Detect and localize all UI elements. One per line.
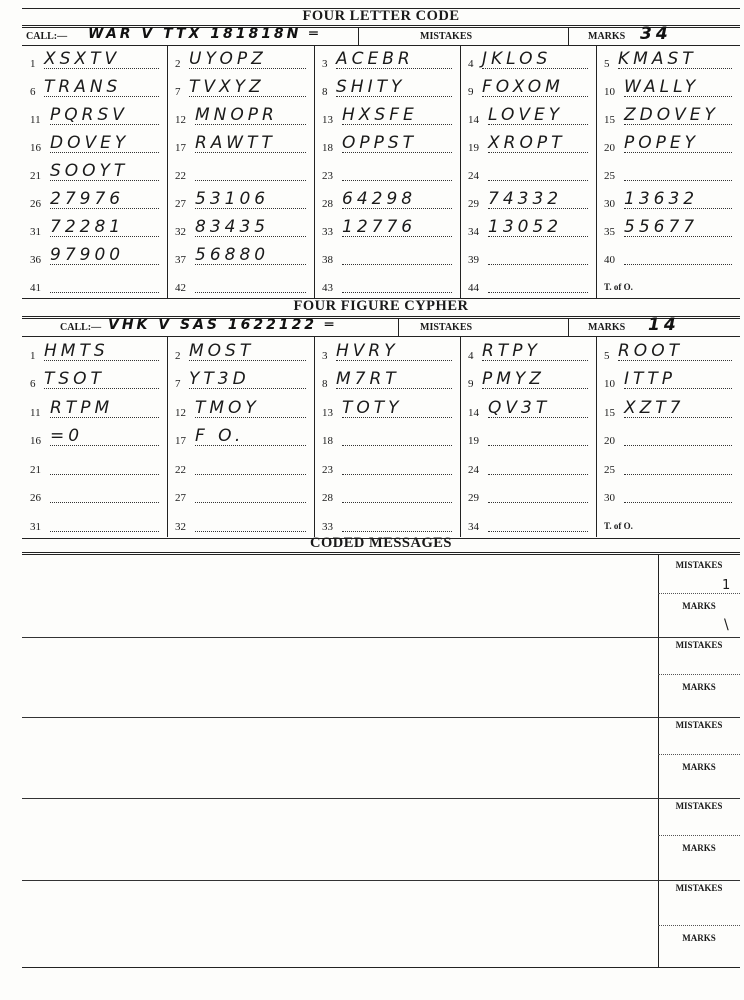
rule bbox=[22, 336, 740, 337]
cell-answer: PQRSV bbox=[50, 105, 128, 125]
code-cell-38[interactable] bbox=[322, 246, 460, 268]
cell-answer: 55677 bbox=[624, 217, 699, 237]
code-cell-21[interactable] bbox=[30, 456, 167, 478]
code-cell-13[interactable] bbox=[322, 399, 460, 421]
mistakes-label: MISTAKES bbox=[420, 31, 473, 42]
cell-answer: JKLOS bbox=[482, 49, 552, 69]
cell-number: 4 bbox=[468, 58, 474, 70]
t-of-o-label: T. of O. bbox=[604, 282, 633, 292]
cell-number: 17 bbox=[175, 435, 186, 447]
cell-answer: 74332 bbox=[488, 189, 563, 209]
cell-number: 1 bbox=[30, 349, 36, 362]
dotted-line bbox=[342, 445, 452, 446]
code-cell-28[interactable] bbox=[322, 190, 460, 212]
code-cell-34[interactable] bbox=[468, 513, 596, 535]
marks-separator bbox=[658, 593, 740, 594]
marks-label: MARKS bbox=[682, 843, 716, 853]
code-cell-36[interactable] bbox=[30, 246, 167, 268]
cell-answer: LOVEY bbox=[488, 105, 564, 125]
code-cell-15[interactable] bbox=[604, 399, 740, 421]
cell-number: 41 bbox=[30, 282, 41, 294]
cell-number: 39 bbox=[468, 254, 479, 266]
marks-label: MARKS bbox=[682, 762, 716, 772]
dotted-line bbox=[488, 445, 588, 446]
code-cell-29[interactable] bbox=[468, 190, 596, 212]
column-divider bbox=[314, 337, 315, 537]
cell-number: 12 bbox=[175, 406, 186, 419]
call-value[interactable]: VHK V SAS 1622122 ═ bbox=[108, 317, 337, 333]
cell-number: 29 bbox=[468, 492, 479, 504]
cell-number: 26 bbox=[30, 492, 41, 504]
cell-answer: 13052 bbox=[488, 217, 563, 237]
cell-number: 14 bbox=[468, 114, 479, 126]
dotted-line bbox=[342, 531, 452, 532]
dotted-line bbox=[488, 180, 588, 181]
mistakes-value[interactable]: 1 bbox=[722, 578, 731, 593]
code-cell-5[interactable] bbox=[604, 50, 740, 72]
code-cell-8[interactable] bbox=[322, 78, 460, 100]
cell-answer: TSOT bbox=[44, 369, 105, 389]
cell-number: 22 bbox=[175, 170, 186, 182]
code-cell-6[interactable] bbox=[30, 78, 167, 100]
message-line bbox=[22, 717, 740, 718]
dotted-line bbox=[342, 502, 452, 503]
marks-separator bbox=[658, 754, 740, 755]
cell-answer: ZDOVEY bbox=[624, 105, 719, 125]
marks-value[interactable]: 34 bbox=[640, 24, 672, 44]
cell-number: 27 bbox=[175, 492, 186, 504]
mistakes-label: MISTAKES bbox=[675, 720, 723, 730]
code-cell-4[interactable] bbox=[468, 342, 596, 364]
dotted-line bbox=[342, 474, 452, 475]
cell-number: 25 bbox=[604, 463, 615, 476]
cell-number: 24 bbox=[468, 170, 479, 182]
code-cell-42[interactable] bbox=[175, 274, 314, 296]
code-cell-23[interactable] bbox=[322, 162, 460, 184]
cell-answer: RTPY bbox=[482, 340, 541, 361]
dotted-line bbox=[342, 264, 452, 265]
code-cell-3[interactable] bbox=[322, 342, 460, 364]
cell-number: 15 bbox=[604, 114, 615, 126]
code-cell-1[interactable] bbox=[30, 342, 167, 364]
dotted-line bbox=[624, 502, 732, 503]
cell-number: 19 bbox=[468, 142, 479, 154]
message-line bbox=[22, 798, 740, 799]
code-cell-23[interactable] bbox=[322, 456, 460, 478]
dotted-line bbox=[488, 264, 588, 265]
cell-number: 21 bbox=[30, 463, 41, 476]
cell-answer: ACEBR bbox=[336, 49, 414, 69]
cell-number: 40 bbox=[604, 254, 615, 266]
cell-answer: 72281 bbox=[50, 217, 125, 237]
cell-number: 32 bbox=[175, 226, 186, 238]
cell-answer: DOVEY bbox=[50, 133, 130, 153]
cell-number: 16 bbox=[30, 435, 41, 447]
cell-number: 35 bbox=[604, 226, 615, 238]
code-cell-31[interactable] bbox=[30, 218, 167, 240]
cell-answer: YT3D bbox=[189, 369, 250, 389]
code-cell-7[interactable] bbox=[175, 78, 314, 100]
cell-answer: QV3T bbox=[488, 397, 551, 418]
cell-number: 33 bbox=[322, 226, 333, 238]
code-cell-37[interactable] bbox=[175, 246, 314, 268]
cell-number: 29 bbox=[468, 198, 479, 210]
cell-answer: MNOPR bbox=[195, 105, 278, 125]
column-divider bbox=[314, 46, 315, 298]
cell-number: 23 bbox=[322, 170, 333, 182]
dotted-line bbox=[488, 502, 588, 503]
cell-answer: F O. bbox=[195, 426, 245, 446]
code-cell-33[interactable] bbox=[322, 513, 460, 535]
cell-number: 11 bbox=[30, 114, 41, 126]
column-divider bbox=[596, 337, 597, 537]
four-figure-cypher-title: FOUR FIGURE CYPHER bbox=[293, 298, 469, 314]
t-of-o-label: T. of O. bbox=[604, 520, 633, 531]
cell-number: 31 bbox=[30, 226, 41, 238]
dotted-line bbox=[195, 292, 306, 293]
coded-messages-title: CODED MESSAGES bbox=[310, 535, 452, 551]
cell-answer: HMTS bbox=[44, 340, 109, 361]
column-divider bbox=[460, 337, 461, 537]
code-cell-8[interactable] bbox=[322, 370, 460, 392]
dotted-line bbox=[624, 264, 732, 265]
code-cell-1[interactable] bbox=[30, 50, 167, 72]
cell-number: 1 bbox=[30, 58, 36, 70]
four-letter-code-title: FOUR LETTER CODE bbox=[302, 8, 460, 24]
cell-answer: POPEY bbox=[624, 133, 700, 153]
cell-number: 38 bbox=[322, 254, 333, 266]
cell-answer: ROOT bbox=[618, 340, 683, 361]
column-divider bbox=[596, 46, 597, 298]
cell-number: 6 bbox=[30, 86, 36, 98]
code-cell-24[interactable] bbox=[468, 162, 596, 184]
cell-answer: UYOPZ bbox=[189, 49, 267, 69]
cell-answer: KMAST bbox=[618, 49, 697, 69]
code-cell-14[interactable] bbox=[468, 399, 596, 421]
cell-number: 5 bbox=[604, 58, 610, 70]
code-cell-11[interactable] bbox=[30, 399, 167, 421]
code-cell-30[interactable] bbox=[604, 484, 740, 506]
cell-number: 8 bbox=[322, 378, 328, 390]
code-cell-33[interactable] bbox=[322, 218, 460, 240]
cell-number: 25 bbox=[604, 170, 615, 182]
dotted-line bbox=[342, 292, 452, 293]
cell-answer: XZT7 bbox=[624, 397, 685, 418]
call-value[interactable]: WAR V TTX 181818N ═ bbox=[88, 26, 321, 42]
marks-label: MARKS bbox=[682, 601, 716, 611]
code-cell-3[interactable] bbox=[322, 50, 460, 72]
dotted-line bbox=[488, 531, 588, 532]
mistakes-label: MISTAKES bbox=[420, 322, 473, 333]
dotted-line bbox=[50, 474, 159, 475]
dotted-line bbox=[50, 292, 159, 293]
code-cell-31[interactable] bbox=[30, 513, 167, 535]
cell-answer: TOTY bbox=[342, 397, 403, 418]
code-cell-20[interactable] bbox=[604, 427, 740, 449]
mistakes-label: MISTAKES bbox=[675, 560, 723, 570]
cell-number: 27 bbox=[175, 198, 186, 210]
code-cell-22[interactable] bbox=[175, 456, 314, 478]
cell-number: 2 bbox=[175, 58, 181, 70]
divider bbox=[398, 319, 399, 336]
cell-number: 12 bbox=[175, 114, 186, 126]
code-cell-34[interactable] bbox=[468, 218, 596, 240]
marks-label: MARKS bbox=[682, 933, 716, 943]
cell-number: 7 bbox=[175, 378, 181, 390]
cell-number: 26 bbox=[30, 198, 41, 210]
dotted-line bbox=[624, 445, 732, 446]
cell-number: 44 bbox=[468, 282, 479, 294]
cell-number: 43 bbox=[322, 282, 333, 294]
marks-label: MARKS bbox=[588, 31, 626, 42]
marks-value[interactable]: \ bbox=[724, 617, 729, 633]
cell-answer: TRANS bbox=[44, 77, 122, 97]
dotted-line bbox=[624, 180, 732, 181]
marks-column-divider bbox=[658, 555, 659, 967]
code-cell-10[interactable] bbox=[604, 370, 740, 392]
code-cell-32[interactable] bbox=[175, 513, 314, 535]
dotted-line bbox=[195, 502, 306, 503]
dotted-line bbox=[624, 474, 732, 475]
message-line bbox=[22, 637, 740, 638]
t-of-o-cell[interactable] bbox=[600, 272, 740, 294]
code-cell-17[interactable] bbox=[175, 134, 314, 156]
cell-number: 4 bbox=[468, 349, 474, 362]
cell-number: 3 bbox=[322, 349, 328, 362]
cell-number: 14 bbox=[468, 406, 479, 419]
code-cell-18[interactable] bbox=[322, 427, 460, 449]
dotted-line bbox=[195, 474, 306, 475]
code-cell-6[interactable] bbox=[30, 370, 167, 392]
code-cell-9[interactable] bbox=[468, 370, 596, 392]
code-cell-30[interactable] bbox=[604, 190, 740, 212]
cell-answer: 64298 bbox=[342, 189, 417, 209]
four-letter-call-row bbox=[22, 24, 740, 46]
cell-number: 9 bbox=[468, 378, 474, 390]
code-cell-16[interactable] bbox=[30, 134, 167, 156]
code-cell-25[interactable] bbox=[604, 456, 740, 478]
cell-answer: 12776 bbox=[342, 217, 417, 237]
cell-answer: HXSFE bbox=[342, 105, 418, 125]
t-of-o-cell[interactable] bbox=[600, 511, 740, 533]
code-cell-25[interactable] bbox=[604, 162, 740, 184]
cell-number: 19 bbox=[468, 435, 479, 447]
cell-number: 24 bbox=[468, 463, 479, 476]
cell-answer: ITTP bbox=[624, 369, 677, 389]
marks-separator bbox=[658, 925, 740, 926]
cell-number: 7 bbox=[175, 86, 181, 98]
code-cell-26[interactable] bbox=[30, 484, 167, 506]
cell-answer: HVRY bbox=[336, 340, 399, 361]
code-cell-10[interactable] bbox=[604, 78, 740, 100]
mistakes-label: MISTAKES bbox=[675, 801, 723, 811]
cell-number: 28 bbox=[322, 198, 333, 210]
cell-answer: 27976 bbox=[50, 189, 125, 209]
code-cell-29[interactable] bbox=[468, 484, 596, 506]
cell-number: 15 bbox=[604, 406, 615, 419]
code-cell-24[interactable] bbox=[468, 456, 596, 478]
rule bbox=[22, 552, 740, 555]
mistakes-label: MISTAKES bbox=[675, 883, 723, 893]
column-divider bbox=[460, 46, 461, 298]
call-label: CALL:— bbox=[26, 31, 68, 42]
code-cell-35[interactable] bbox=[604, 218, 740, 240]
cell-number: 34 bbox=[468, 226, 479, 238]
code-cell-14[interactable] bbox=[468, 106, 596, 128]
cell-answer: =0 bbox=[50, 426, 84, 446]
cell-answer: 53106 bbox=[195, 189, 270, 209]
divider bbox=[568, 319, 569, 336]
marks-label: MARKS bbox=[588, 322, 626, 333]
cell-number: 30 bbox=[604, 198, 615, 210]
cell-number: 5 bbox=[604, 349, 610, 362]
code-cell-5[interactable] bbox=[604, 342, 740, 364]
code-cell-12[interactable] bbox=[175, 106, 314, 128]
call-label: CALL:— bbox=[60, 322, 102, 333]
cell-number: 20 bbox=[604, 435, 615, 447]
cell-answer: 83435 bbox=[195, 217, 270, 237]
cell-answer: PMYZ bbox=[482, 369, 545, 389]
cell-number: 32 bbox=[175, 520, 186, 533]
cell-answer: SHITY bbox=[336, 77, 406, 97]
dotted-line bbox=[50, 502, 159, 503]
cell-answer: OPPST bbox=[342, 133, 418, 153]
cell-number: 18 bbox=[322, 142, 333, 154]
four-figure-call-row bbox=[22, 315, 740, 337]
code-cell-20[interactable] bbox=[604, 134, 740, 156]
cell-number: 16 bbox=[30, 142, 41, 154]
cell-number: 10 bbox=[604, 378, 615, 390]
code-cell-17[interactable] bbox=[175, 427, 314, 449]
cell-number: 22 bbox=[175, 463, 186, 476]
cell-answer: XSXTV bbox=[44, 49, 121, 69]
cell-number: 9 bbox=[468, 86, 474, 98]
code-cell-13[interactable] bbox=[322, 106, 460, 128]
code-cell-2[interactable] bbox=[175, 342, 314, 364]
cell-number: 3 bbox=[322, 58, 328, 70]
dotted-line bbox=[488, 474, 588, 475]
marks-label: MARKS bbox=[682, 682, 716, 692]
marks-separator bbox=[658, 835, 740, 836]
cell-answer: 97900 bbox=[50, 245, 125, 265]
cell-number: 33 bbox=[322, 520, 333, 533]
rule bbox=[22, 967, 740, 968]
dotted-line bbox=[342, 180, 452, 181]
marks-value[interactable]: 14 bbox=[648, 315, 680, 335]
cell-number: 34 bbox=[468, 520, 479, 533]
divider bbox=[568, 28, 569, 45]
code-cell-28[interactable] bbox=[322, 484, 460, 506]
cell-number: 30 bbox=[604, 492, 615, 504]
code-cell-2[interactable] bbox=[175, 50, 314, 72]
cell-answer: 13632 bbox=[624, 189, 699, 209]
code-cell-43[interactable] bbox=[322, 274, 460, 296]
cell-number: 10 bbox=[604, 86, 615, 98]
cell-number: 18 bbox=[322, 435, 333, 447]
code-cell-26[interactable] bbox=[30, 190, 167, 212]
code-cell-32[interactable] bbox=[175, 218, 314, 240]
cell-number: 13 bbox=[322, 406, 333, 419]
cell-answer: RTPM bbox=[50, 397, 114, 418]
code-cell-41[interactable] bbox=[30, 274, 167, 296]
dotted-line bbox=[195, 531, 306, 532]
cell-answer: 56880 bbox=[195, 245, 270, 265]
code-cell-19[interactable] bbox=[468, 427, 596, 449]
code-cell-44[interactable] bbox=[468, 274, 596, 296]
code-cell-39[interactable] bbox=[468, 246, 596, 268]
cell-number: 11 bbox=[30, 406, 41, 419]
cell-number: 28 bbox=[322, 492, 333, 504]
cell-answer: XROPT bbox=[488, 133, 566, 153]
cell-number: 8 bbox=[322, 86, 328, 98]
code-cell-11[interactable] bbox=[30, 106, 167, 128]
code-cell-7[interactable] bbox=[175, 370, 314, 392]
code-cell-19[interactable] bbox=[468, 134, 596, 156]
column-divider bbox=[167, 46, 168, 298]
cell-number: 20 bbox=[604, 142, 615, 154]
marks-separator bbox=[658, 674, 740, 675]
cell-number: 23 bbox=[322, 463, 333, 476]
cell-number: 37 bbox=[175, 254, 186, 266]
dotted-line bbox=[195, 180, 306, 181]
cell-answer: M7RT bbox=[336, 369, 400, 389]
cell-answer: TMOY bbox=[195, 397, 260, 418]
cell-number: 36 bbox=[30, 254, 41, 266]
code-cell-18[interactable] bbox=[322, 134, 460, 156]
code-cell-27[interactable] bbox=[175, 190, 314, 212]
cell-answer: FOXOM bbox=[482, 77, 564, 97]
cell-number: 31 bbox=[30, 520, 41, 533]
code-cell-40[interactable] bbox=[604, 246, 740, 268]
rule bbox=[22, 45, 740, 46]
cell-number: 13 bbox=[322, 114, 333, 126]
mistakes-label: MISTAKES bbox=[675, 640, 723, 650]
code-cell-16[interactable] bbox=[30, 427, 167, 449]
cell-answer: MOST bbox=[189, 340, 255, 361]
cell-answer: RAWTT bbox=[195, 133, 276, 153]
dotted-line bbox=[488, 292, 588, 293]
cell-number: 2 bbox=[175, 349, 181, 362]
cell-number: 21 bbox=[30, 170, 41, 182]
cell-answer: TVXYZ bbox=[189, 77, 265, 97]
dotted-line bbox=[50, 531, 159, 532]
cell-answer: SOOYT bbox=[50, 161, 129, 181]
code-cell-22[interactable] bbox=[175, 162, 314, 184]
code-cell-4[interactable] bbox=[468, 50, 596, 72]
code-cell-9[interactable] bbox=[468, 78, 596, 100]
message-line bbox=[22, 880, 740, 881]
code-cell-27[interactable] bbox=[175, 484, 314, 506]
cell-answer: WALLY bbox=[624, 77, 700, 97]
code-cell-12[interactable] bbox=[175, 399, 314, 421]
column-divider bbox=[167, 337, 168, 537]
code-cell-21[interactable] bbox=[30, 162, 167, 184]
cell-number: 6 bbox=[30, 378, 36, 390]
cell-number: 42 bbox=[175, 282, 186, 294]
divider bbox=[358, 28, 359, 45]
code-cell-15[interactable] bbox=[604, 106, 740, 128]
cell-number: 17 bbox=[175, 142, 186, 154]
